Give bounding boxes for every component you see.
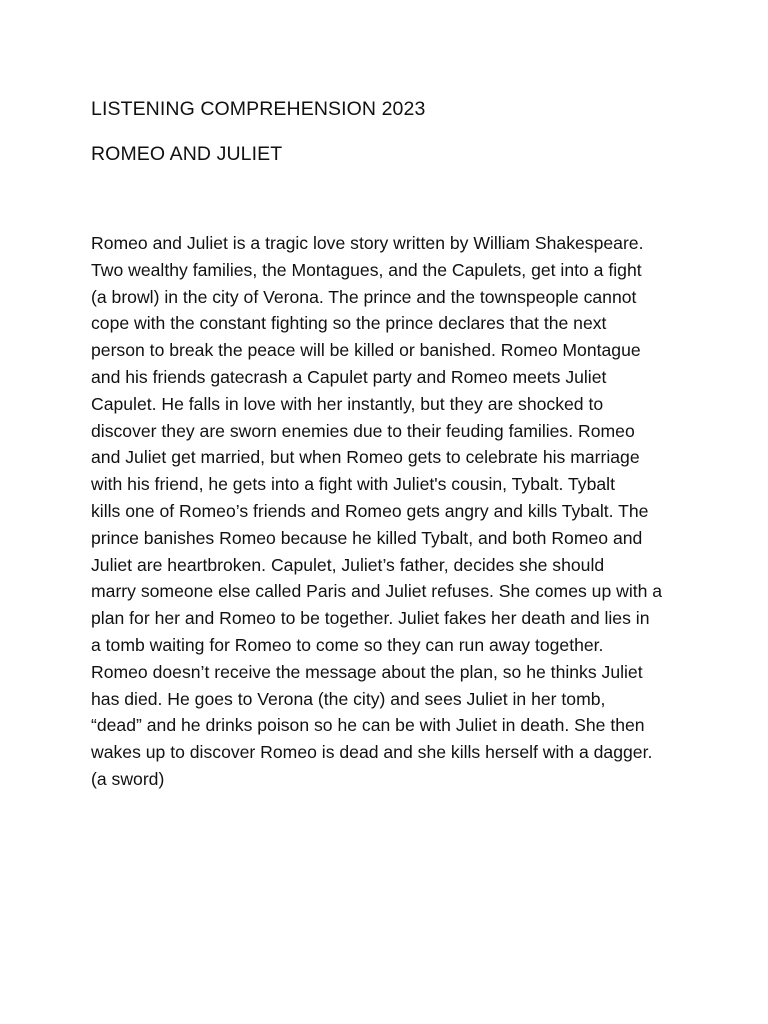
paragraph-line: person to break the peace will be killed or banished. Romeo Montague xyxy=(91,340,641,361)
paragraph-line: plan for her and Romeo to be together. Juliet fakes her death and lies in xyxy=(91,608,650,629)
paragraph-line: cope with the constant fighting so the prince declares that the next xyxy=(91,313,607,334)
paragraph-line: discover they are sworn enemies due to their feuding families. Romeo xyxy=(91,420,635,441)
paragraph-line: Romeo doesn’t receive the message about the plan, so he thinks Juliet xyxy=(91,661,643,682)
paragraph-line: Romeo and Juliet is a tragic love story written by William Shakespeare. xyxy=(91,233,644,253)
paragraph-line: Juliet are heartbroken. Capulet, Juliet’s father, decides she should xyxy=(91,554,605,575)
document-title: LISTENING COMPREHENSION 2023 xyxy=(91,98,426,120)
paragraph-line: (a sword) xyxy=(91,768,165,789)
paragraph-line: with his friend, he gets into a fight with Juliet's cousin, Tybalt. Tybalt xyxy=(91,474,615,495)
document-subtitle: ROMEO AND JULIET xyxy=(91,143,283,165)
story-paragraph xyxy=(91,230,691,793)
paragraph-line: marry someone else called Paris and Juliet refuses. She comes up with a xyxy=(91,581,663,602)
paragraph-line: kills one of Romeo’s friends and Romeo gets angry and kills Tybalt. The xyxy=(91,500,649,521)
paragraph-line: wakes up to discover Romeo is dead and she kills herself with a dagger. xyxy=(91,742,653,763)
paragraph-line: Capulet. He falls in love with her instantly, but they are shocked to xyxy=(91,393,604,414)
paragraph-line: (a browl) in the city of Verona. The prince and the townspeople cannot xyxy=(91,286,637,307)
paragraph-line: “dead” and he drinks poison so he can be with Juliet in death. She then xyxy=(91,715,645,736)
paragraph-line: prince banishes Romeo because he killed Tybalt, and both Romeo and xyxy=(91,527,643,548)
paragraph-line: has died. He goes to Verona (the city) and sees Juliet in her tomb, xyxy=(91,688,606,709)
paragraph-line: Two wealthy families, the Montagues, and the Capulets, get into a fight xyxy=(91,259,642,280)
paragraph-line: a tomb waiting for Romeo to come so they can run away together. xyxy=(91,634,604,655)
paragraph-line: and Juliet get married, but when Romeo gets to celebrate his marriage xyxy=(91,447,640,468)
paragraph-line: and his friends gatecrash a Capulet party and Romeo meets Juliet xyxy=(91,366,607,387)
